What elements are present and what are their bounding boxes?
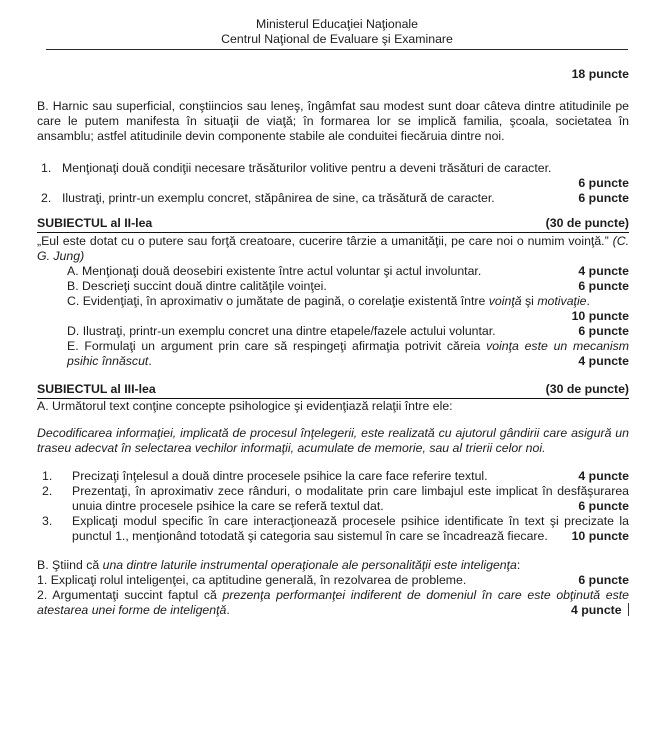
task-text: Descrieţi succint două dintre calităţile voinţei. bbox=[82, 279, 327, 293]
task-points: 4 puncte bbox=[572, 469, 629, 484]
task-text: Precizaţi înţelesul a două dintre procesele psihice la care face referire textul. bbox=[72, 469, 488, 483]
subject2-task-a bbox=[67, 264, 629, 279]
header-center-line: Centrul Naţional de Evaluare şi Examinare bbox=[221, 32, 453, 46]
task-points: 4 puncte bbox=[572, 354, 629, 369]
task-number: 2. bbox=[42, 484, 53, 498]
quote-author: (C. G. Jung) bbox=[37, 234, 629, 263]
task-number: 1. bbox=[37, 573, 48, 587]
subject3-partb-task-1 bbox=[37, 573, 629, 588]
subject3-parta-task-2 bbox=[37, 484, 629, 514]
task-text-italic: voinţa este un mecanism psihic înnăscut bbox=[67, 339, 629, 368]
text-cursor bbox=[628, 603, 629, 616]
task-text: Ilustraţi, printr-un exemplu concret, stăpânirea de sine, ca trăsătură de caracter. bbox=[62, 191, 495, 205]
subject3-partb bbox=[37, 558, 629, 618]
task-points: 6 puncte bbox=[572, 279, 629, 294]
task-text: Formulaţi un argument prin care să respingeţi afirmaţia potrivit căreia bbox=[84, 339, 487, 353]
subject1-task-2 bbox=[37, 191, 629, 206]
task-points: 6 puncte bbox=[572, 573, 629, 588]
task-points-value: 4 puncte bbox=[571, 603, 622, 617]
subject1-paragraph-b: B. Harnic sau superficial, conştiincios sau leneş, îngâmfat sau modest sunt doar câteva dintre atitudinile pe care le putem manifesta în situaţii de viaţă; în formarea lor se implică familia, şcoala, societatea în ansamblu; astfel atitudinile devin componente stabile ale conduitei fiecăruia dintre noi. bbox=[37, 99, 629, 143]
subject3-partb-intro bbox=[37, 558, 629, 573]
subject2-task-d bbox=[67, 324, 629, 339]
subject3-title: SUBIECTUL al III-lea bbox=[37, 382, 156, 396]
subject3-parta-task-list bbox=[37, 469, 629, 544]
task-number: 1. bbox=[41, 161, 52, 175]
task-label: C. bbox=[67, 294, 80, 308]
task-text: Argumentaţi succint faptul că bbox=[52, 588, 223, 602]
task-text-italic: motivaţie bbox=[537, 294, 587, 308]
subject2-task-c-points: 10 puncte bbox=[571, 309, 629, 323]
subject1-task-1 bbox=[37, 161, 629, 176]
task-text: Explicaţi modul specific în care interacţionează procesele psihice identificate în text şi precizate la punctul 1., menţionând totodată şi categoria sau sistemul în care se încadrează fiecare. bbox=[72, 514, 629, 543]
task-text: Menţionaţi două condiţii necesare trăsăturilor volitive pentru a deveni trăsături de caracter. bbox=[62, 161, 552, 175]
subject1-task-1-points: 6 puncte bbox=[578, 176, 629, 190]
subject2-task-b bbox=[67, 279, 629, 294]
total-points-label: 18 puncte bbox=[571, 67, 629, 81]
task-number: 3. bbox=[42, 514, 53, 528]
subject2-heading bbox=[37, 216, 629, 233]
subject2-title: SUBIECTUL al II-lea bbox=[37, 216, 153, 230]
subject2-task-list bbox=[67, 264, 629, 369]
task-points: 6 puncte bbox=[572, 324, 629, 339]
subject2-quote bbox=[37, 234, 629, 264]
subject3-parta-text: Decodificarea informaţiei, implicată de procesul înţelegerii, este realizată cu ajutorul gândirii care asigură un traseu adecvat în selectarea vechilor informaţii, acumulate de memorie, sau al trierii celor noi. bbox=[37, 426, 629, 455]
subject3-partb-task-2 bbox=[37, 588, 629, 618]
task-text: . bbox=[226, 603, 230, 617]
task-text-italic: prezenţa performanţei indiferent de domeniul în care este obţinută este atestarea unei forme de inteligenţă bbox=[37, 588, 629, 617]
document-body bbox=[0, 67, 671, 618]
task-points: 6 puncte bbox=[572, 499, 629, 514]
task-text: Prezentaţi, în aproximativ zece rânduri, o modalitate prin care limbajul este implicat în desfăşurarea unuia dintre procesele psihice la care se referă textul dat. bbox=[72, 484, 629, 513]
subject2-task-c bbox=[67, 294, 629, 309]
task-text: Menţionaţi două deosebiri existente între actul voluntar şi actul involuntar. bbox=[82, 264, 482, 278]
task-text: Evidenţiaţi, în aproximativ o jumătate de pagină, o corelaţie existentă între bbox=[82, 294, 489, 308]
subject3-parta-intro: A. Următorul text conţine concepte psihologice şi evidenţiază relaţii între ele: bbox=[37, 399, 453, 413]
task-label: A. bbox=[67, 264, 79, 278]
task-text: . bbox=[148, 354, 152, 368]
task-points: 6 puncte bbox=[572, 191, 629, 206]
document-header bbox=[46, 0, 628, 50]
subject3-total-points: (30 de puncte) bbox=[545, 382, 629, 396]
task-text: Explicaţi rolul inteligenţei, ca aptitudine generală, în rezolvarea de probleme. bbox=[50, 573, 467, 587]
task-label: B. bbox=[67, 279, 79, 293]
task-points: 10 puncte bbox=[566, 529, 629, 544]
subject2-total-points: (30 de puncte) bbox=[545, 216, 629, 230]
quote-text: „Eul este dotat cu o putere sau forţă creatoare, cucerire târzie a umanităţii, pe care noi o numim voinţă.” bbox=[37, 234, 609, 248]
subject1-task-list bbox=[37, 161, 629, 206]
task-text: Ilustraţi, printr-un exemplu concret una dintre etapele/fazele actului voluntar. bbox=[82, 324, 496, 338]
task-number: 2. bbox=[37, 588, 48, 602]
task-text-italic: voinţă bbox=[488, 294, 522, 308]
intro-text-italic: una dintre laturile instrumental operaţionale ale personalităţii este inteligenţa bbox=[102, 558, 517, 572]
subject2-task-e bbox=[67, 339, 629, 369]
header-ministry-line: Ministerul Educaţiei Naţionale bbox=[256, 17, 418, 31]
task-points: 4 puncte bbox=[572, 264, 629, 279]
task-text: . bbox=[586, 294, 590, 308]
task-label: D. bbox=[67, 324, 80, 338]
intro-text: B. Ştiind că bbox=[37, 558, 103, 572]
task-points bbox=[565, 603, 629, 618]
intro-text: : bbox=[516, 558, 521, 572]
task-label: E. bbox=[67, 339, 79, 353]
task-text: şi bbox=[521, 294, 538, 308]
task-number: 2. bbox=[41, 191, 52, 205]
subject3-heading bbox=[37, 382, 629, 399]
subject3-parta-task-3 bbox=[37, 514, 629, 544]
subject3-parta-task-1 bbox=[37, 469, 629, 484]
task-number: 1. bbox=[42, 469, 53, 483]
